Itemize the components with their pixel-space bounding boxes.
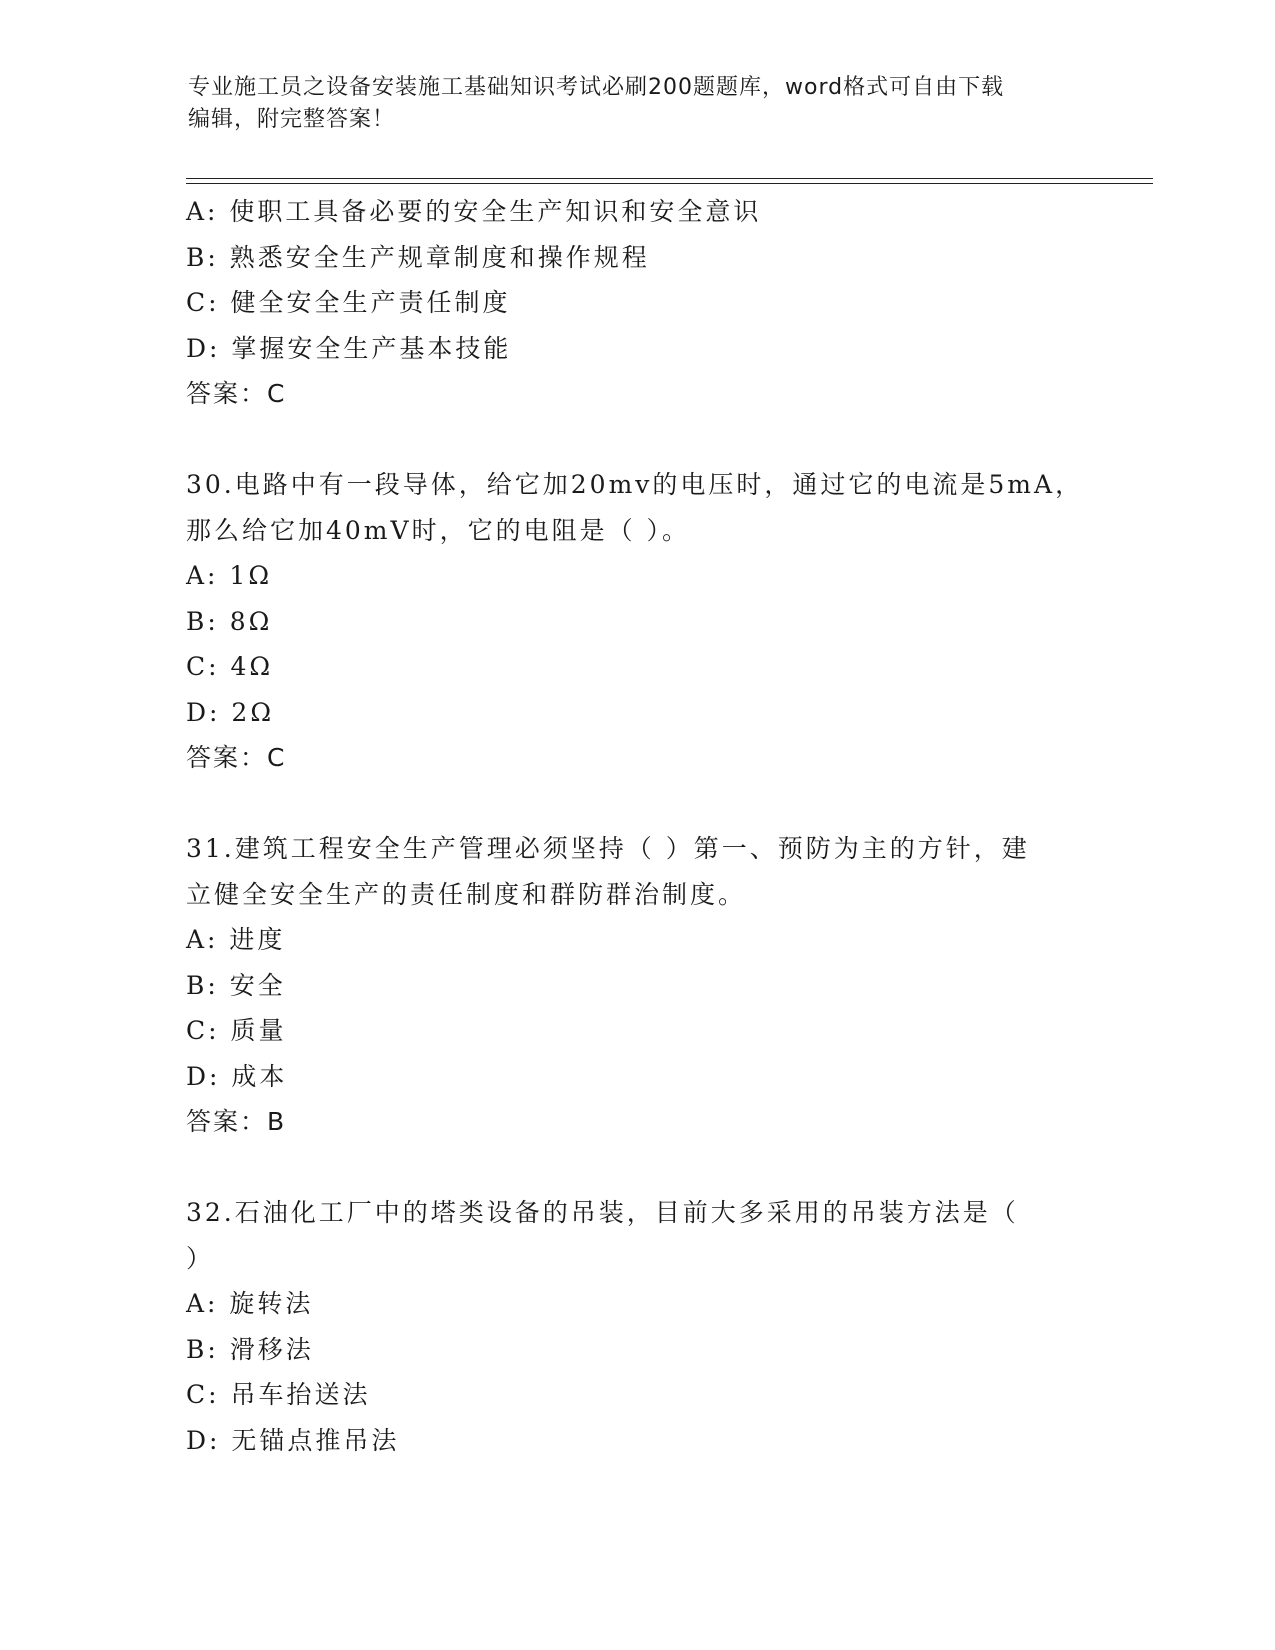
document-header — [188, 72, 1068, 136]
spacer — [186, 417, 1086, 463]
question-stem — [186, 462, 1086, 553]
answer-line: 答案：C — [186, 743, 287, 772]
option-a: A: 1Ω — [186, 561, 273, 590]
option-d: D: 掌握安全生产基本技能 — [186, 333, 512, 363]
question-30 — [186, 462, 1086, 781]
option-d: D: 成本 — [186, 1061, 288, 1091]
header-title-line-2: 编辑，附完整答案！ — [188, 107, 396, 132]
question-stem — [186, 826, 1086, 917]
stem-line-2: 立健全安全生产的责任制度和群防群治制度。 — [186, 879, 747, 909]
stem-line-1: 32.石油化工厂中的塔类设备的吊装，目前大多采用的吊装方法是（ — [186, 1198, 1019, 1227]
header-title-line-1: 专业施工员之设备安装施工基础知识考试必刷200题题库，word格式可自由下载 — [188, 75, 1005, 100]
option-b: B: 8Ω — [186, 606, 273, 636]
option-c: C: 吊车抬送法 — [186, 1380, 371, 1409]
stem-line-2: 那么给它加40mV时，它的电阻是（ ）。 — [186, 515, 691, 545]
option-b: B: 安全 — [186, 970, 286, 1000]
question-29 — [186, 189, 1086, 417]
option-a: A: 使职工具备必要的安全生产知识和安全意识 — [186, 197, 762, 226]
question-32 — [186, 1190, 1086, 1463]
stem-line-1: 31.建筑工程安全生产管理必须坚持（ ）第一、预防为主的方针，建 — [186, 834, 1030, 863]
answer-line: 答案：B — [186, 1107, 287, 1136]
spacer — [186, 781, 1086, 827]
option-c: C: 健全安全生产责任制度 — [186, 288, 511, 317]
option-a: A: 旋转法 — [186, 1289, 314, 1318]
stem-line-2: ） — [186, 1243, 215, 1273]
option-d: D: 无锚点推吊法 — [186, 1425, 400, 1455]
question-stem — [186, 1190, 1086, 1281]
option-c: C: 4Ω — [186, 652, 274, 681]
option-b: B: 熟悉安全生产规章制度和操作规程 — [186, 242, 650, 272]
spacer — [186, 1145, 1086, 1191]
header-divider-top — [186, 178, 1153, 179]
option-a: A: 进度 — [186, 925, 286, 954]
question-31 — [186, 826, 1086, 1145]
answer-line: 答案：C — [186, 379, 287, 408]
header-divider-bottom — [186, 183, 1153, 184]
option-d: D: 2Ω — [186, 697, 275, 727]
question-list — [186, 189, 1086, 1463]
option-c: C: 质量 — [186, 1016, 287, 1045]
stem-line-1: 30.电路中有一段导体，给它加20mv的电压时，通过它的电流是5mA， — [186, 470, 1084, 499]
option-b: B: 滑移法 — [186, 1334, 314, 1364]
